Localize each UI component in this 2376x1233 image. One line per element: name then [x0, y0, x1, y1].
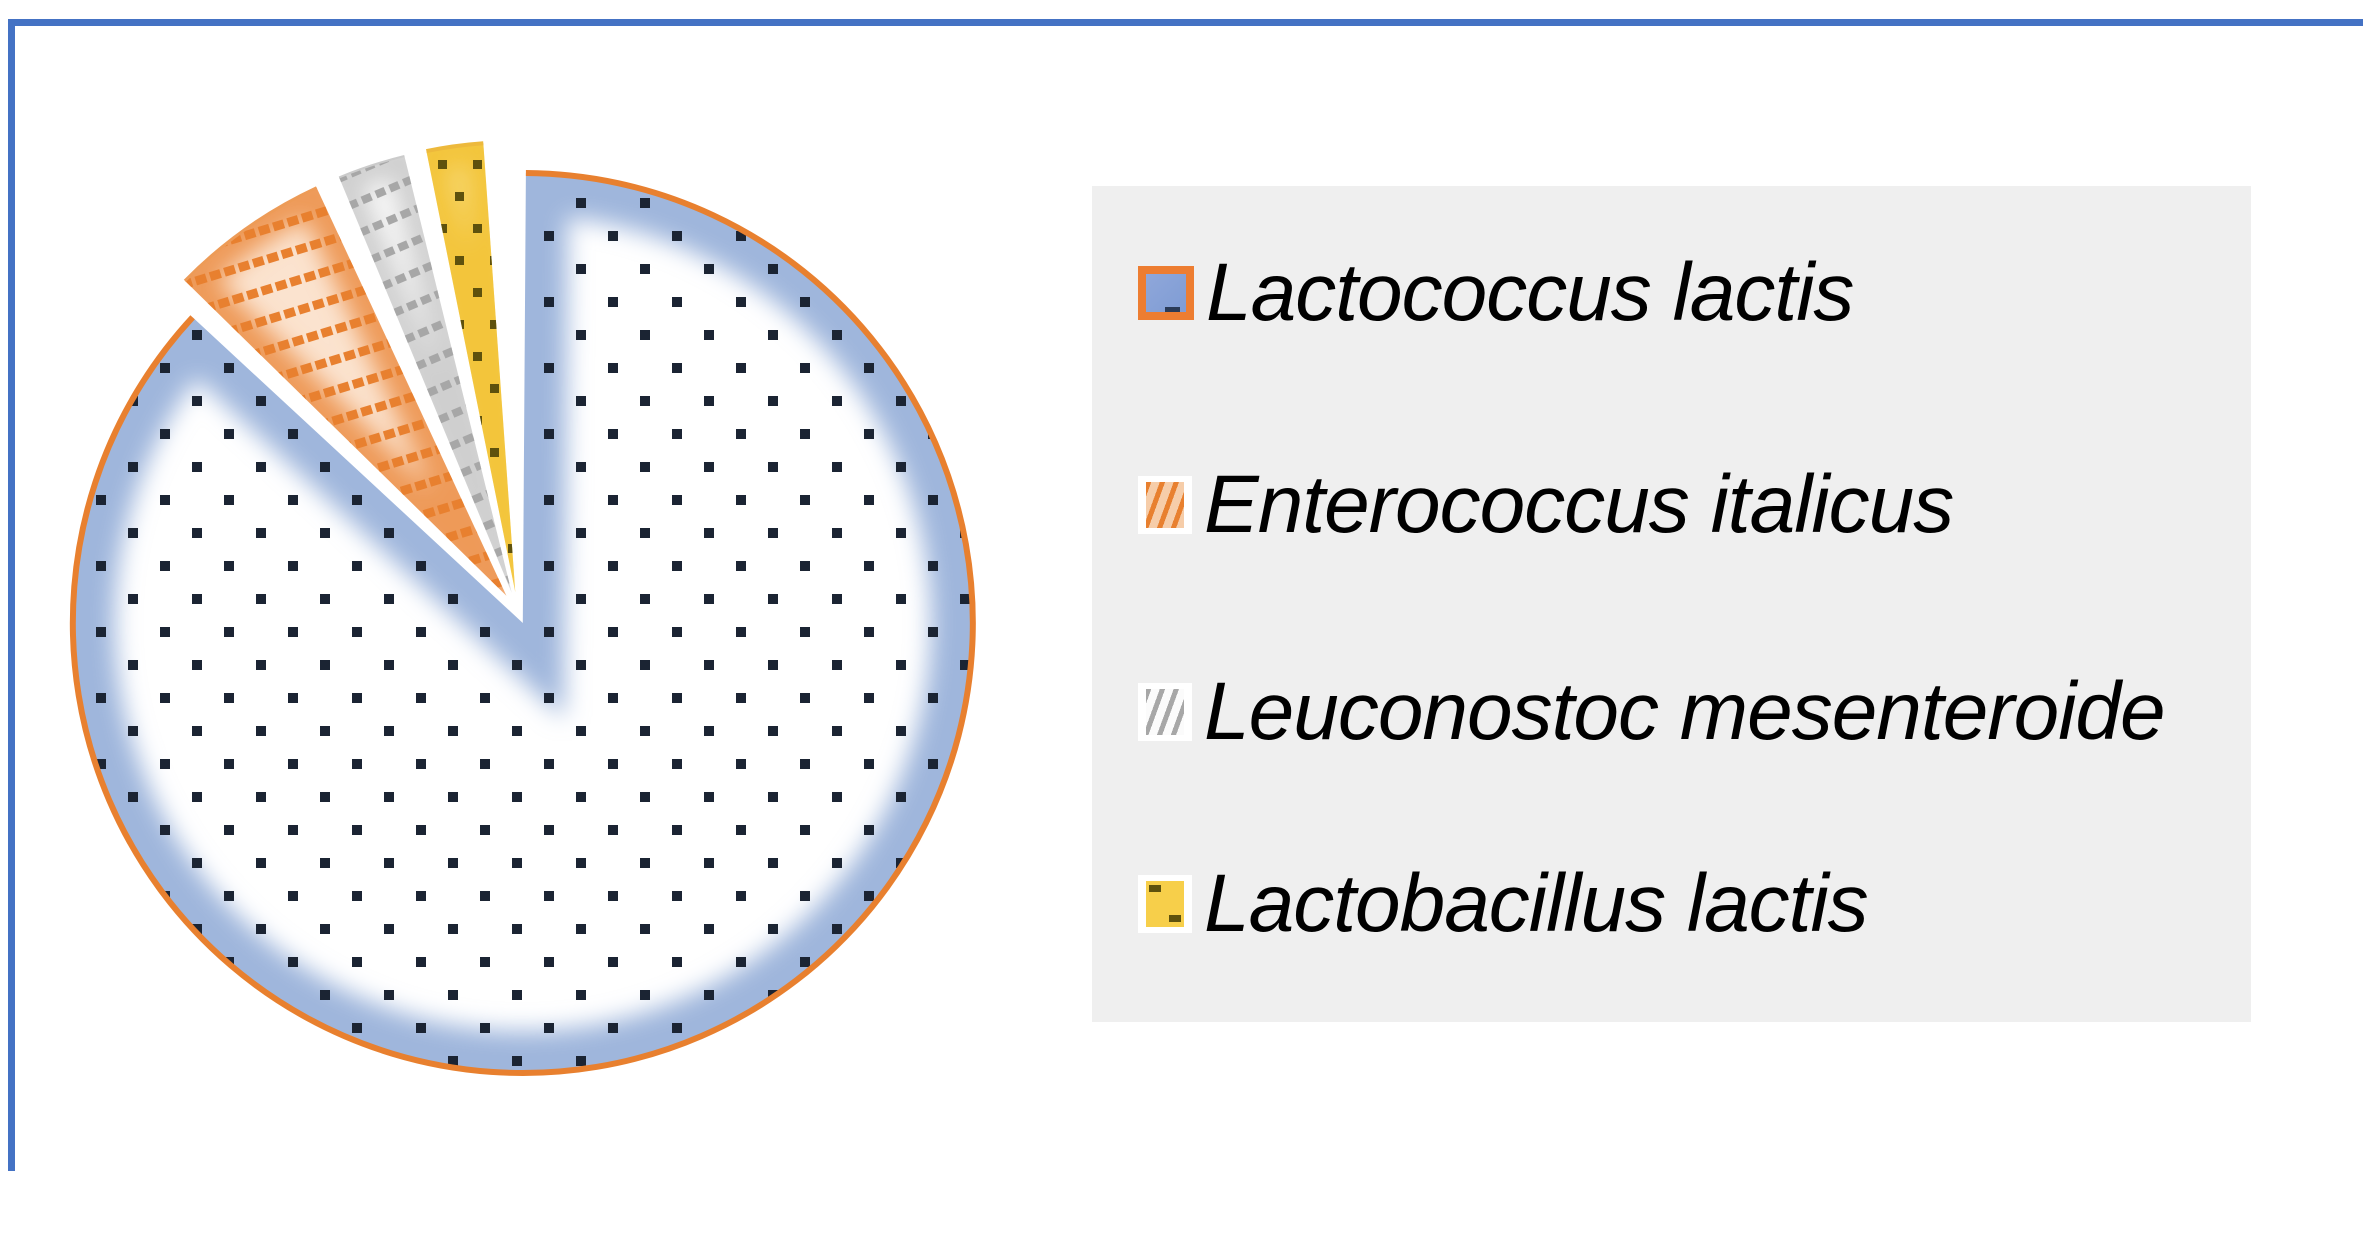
swatch-pattern [1146, 482, 1184, 528]
slice-pattern [73, 173, 973, 1073]
legend-swatch-leuconostoc-mesenteroide [1138, 683, 1192, 741]
swatch-dot [1169, 915, 1181, 922]
legend-item-leuconostoc-mesenteroide[interactable] [1092, 662, 2251, 762]
swatch-pattern [1146, 881, 1184, 927]
legend-item-enterococcus-italicus[interactable] [1092, 455, 2251, 555]
pie-slice-lactococcus-lactis[interactable] [73, 173, 973, 1073]
legend-label: Leuconostoc mesenteroide [1204, 666, 2165, 757]
legend-label: Enterococcus italicus [1204, 459, 1954, 550]
legend-item-lactococcus-lactis[interactable] [1092, 243, 2251, 343]
swatch-pattern [1146, 689, 1184, 735]
legend-swatch-enterococcus-italicus [1138, 476, 1192, 534]
legend-swatch-lactococcus-lactis [1138, 266, 1194, 320]
legend-label: Lactobacillus lactis [1204, 858, 1868, 949]
swatch-dot [1149, 885, 1161, 892]
legend-item-lactobacillus-lactis[interactable] [1092, 854, 2251, 954]
chart-legend [1092, 186, 2251, 1022]
legend-label: Lactococcus lactis [1206, 247, 1854, 338]
swatch-dot [1165, 307, 1180, 312]
legend-swatch-lactobacillus-lactis [1138, 875, 1192, 933]
